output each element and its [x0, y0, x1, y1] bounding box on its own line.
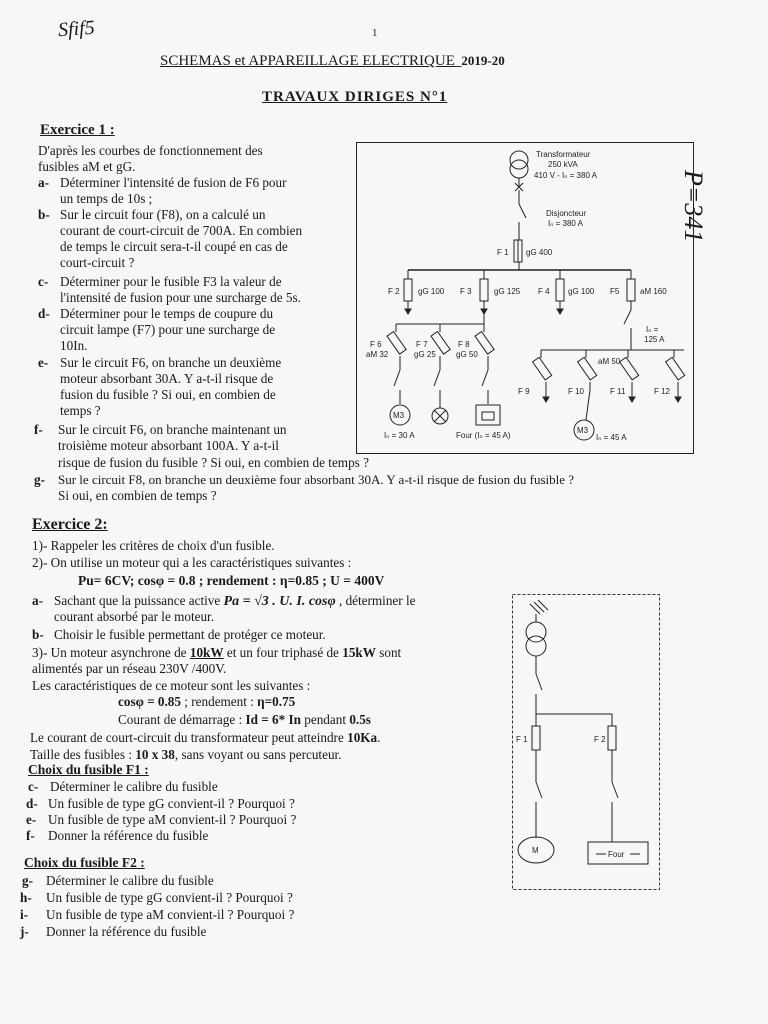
- ex1-d-1: circuit lampe (F7) pour une surcharge de: [60, 322, 276, 337]
- ex1-e-1: moteur absorbant 30A. Y a-t-il risque de: [60, 371, 274, 386]
- ex2-q3-line2: alimentés par un réseau 230V /400V.: [32, 661, 227, 676]
- transformer-label-2: 410 V - Iₙ = 380 A: [534, 171, 598, 180]
- ex2-demar-2: pendant: [300, 712, 350, 727]
- ex2-q2: 2)- On utilise un moteur qui a les caractéristiques suivantes :: [32, 555, 352, 570]
- f8-rating: gG 50: [456, 350, 478, 359]
- f4-rating: gG 100: [568, 287, 595, 296]
- ex2-cc-1: Le courant de court-circuit du transformateur peut atteindre: [30, 730, 348, 745]
- fuse2-f2: [608, 726, 616, 750]
- ex1-c-letter: c-: [38, 274, 49, 289]
- f1-rating: gG 400: [526, 248, 553, 257]
- ex1-f-letter: f-: [34, 422, 43, 437]
- f2-j-letter: j-: [20, 924, 29, 939]
- fuse-f2: [404, 279, 412, 301]
- diag2-f2: F 2: [594, 735, 606, 744]
- f2-choice-heading: Choix du fusible F2 :: [24, 855, 145, 870]
- f2-i-letter: i-: [20, 907, 29, 922]
- four-label: Four (Iₙ = 45 A): [456, 431, 511, 440]
- m3b-label: M3: [577, 426, 589, 435]
- f1-f-letter: f-: [26, 828, 35, 843]
- fuse-f10: [578, 357, 597, 380]
- f1-d-text: Un fusible de type gG convient-il ? Pourquoi ?: [48, 796, 295, 811]
- ex2-demar-t: 0.5s: [349, 712, 371, 727]
- ex1-a-letter: a-: [38, 175, 49, 190]
- f2-j-text: Donner la référence du fusible: [46, 924, 207, 939]
- ex2-taille-1: Taille des fusibles :: [30, 747, 136, 762]
- fuse-f3: [480, 279, 488, 301]
- f1-e-text: Un fusible de type aM convient-il ? Pourquoi ?: [48, 812, 297, 827]
- m3-label: M3: [393, 411, 405, 420]
- fuse-f5: [627, 279, 635, 301]
- ex2-rend: η=0.75: [257, 694, 296, 709]
- ex1-heading: Exercice 1 :: [40, 122, 115, 138]
- ex1-b-0: Sur le circuit four (F8), on a calculé un: [60, 207, 266, 222]
- ex2-taille-line: [30, 748, 342, 762]
- ex2-a-text1: Sachant que la puissance active: [54, 593, 221, 608]
- ex1-g-0: Sur le circuit F8, on branche un deuxième four absorbant 30A. Y a-t-il risque de fusion du fusible ?: [58, 472, 575, 487]
- f1-label: F 1: [497, 248, 509, 257]
- f7-label: F 7: [416, 340, 428, 349]
- f7-rating: gG 25: [414, 350, 436, 359]
- right-rating: aM 50: [598, 357, 621, 366]
- f10-label: F 10: [568, 387, 585, 396]
- power-distribution-diagram: [356, 142, 694, 454]
- ex2-b-text: Choisir le fusible permettant de protéger ce moteur.: [54, 627, 326, 642]
- ex1-e-0: Sur le circuit F6, on branche un deuxième: [60, 355, 282, 370]
- f3-label: F 3: [460, 287, 472, 296]
- ex2-demar-label: Courant de démarrage :: [118, 712, 246, 727]
- f5-switch-0: Iₙ =: [646, 325, 659, 334]
- f5-label: F5: [610, 287, 620, 296]
- ex1-b-letter: b-: [38, 207, 50, 222]
- ex2-a-text2: , déterminer le: [338, 593, 416, 608]
- f1-f-text: Donner la référence du fusible: [48, 828, 209, 843]
- f6-label: F 6: [370, 340, 382, 349]
- f5-rating: aM 160: [640, 287, 667, 296]
- f9-label: F 9: [518, 387, 530, 396]
- f1-choice-heading: Choix du fusible F1 :: [28, 762, 149, 777]
- ex1-f-1: troisième moteur absorbant 100A. Y a-t-il: [58, 438, 279, 453]
- transformer-label-1: 250 kVA: [548, 160, 578, 169]
- ex2-a-text3: courant absorbé par le moteur.: [54, 609, 215, 624]
- f1-c-letter: c-: [28, 779, 39, 794]
- ex1-c-1: l'intensité de fusion pour une surcharge de 5s.: [60, 290, 301, 305]
- ex2-q3-3: sont: [379, 645, 402, 660]
- f2-rating: gG 100: [418, 287, 445, 296]
- ex2-q3-1: 3)- Un moteur asynchrone de: [32, 645, 187, 660]
- ex2-taille-v: 10 x 38: [135, 747, 175, 762]
- fuse2-f1: [532, 726, 540, 750]
- fuse-f12: [666, 357, 685, 380]
- f6-rating: aM 32: [366, 350, 389, 359]
- ex1-g-1: Si oui, en combien de temps ?: [58, 488, 217, 503]
- ex1-d-letter: d-: [38, 306, 50, 321]
- f1-c-text: Déterminer le calibre du fusible: [50, 779, 218, 794]
- ex2-demar: Id = 6* In: [245, 712, 301, 727]
- margin-note: P=341: [679, 170, 708, 243]
- ex2-cos-line: [118, 695, 295, 709]
- ex1-a-1: un temps de 10s ;: [60, 191, 153, 206]
- doc-title: [160, 54, 505, 68]
- ex2-cc-v: 10Ka: [347, 730, 378, 745]
- breaker-label-1: Iₙ = 380 A: [548, 219, 583, 228]
- f1-d-letter: d-: [26, 796, 38, 811]
- f2-h-text: Un fusible de type gG convient-il ? Pourquoi ?: [46, 890, 293, 905]
- ex2-heading: Exercice 2:: [32, 516, 108, 533]
- ex2-cos: cosφ = 0.85: [118, 694, 181, 709]
- f2-i-text: Un fusible de type aM convient-il ? Pourquoi ?: [46, 907, 295, 922]
- m3b-current: Iₙ = 45 A: [596, 433, 627, 442]
- fuse-f9: [533, 357, 552, 380]
- f1-e-letter: e-: [26, 812, 37, 827]
- ex2-a-line: [54, 594, 416, 609]
- ex2-b-letter: b-: [32, 627, 44, 642]
- fuse-f8: [475, 332, 494, 355]
- ex1-d-0: Déterminer pour le temps de coupure du: [60, 306, 274, 321]
- f8-label: F 8: [458, 340, 470, 349]
- ex2-cc-2: .: [377, 730, 381, 745]
- diag2-f1: F 1: [516, 735, 528, 744]
- ex1-e-letter: e-: [38, 355, 49, 370]
- diag2-four: Four: [608, 850, 625, 859]
- diag2-motor: M: [532, 846, 539, 855]
- page-number: 1: [372, 27, 378, 39]
- doc-title-text: SCHEMAS et APPAREILLAGE ELECTRIQUE: [160, 53, 455, 69]
- ex1-e-3: temps ?: [60, 403, 101, 418]
- f12-label: F 12: [654, 387, 671, 396]
- ex1-b-2: de temps le circuit sera-t-il coupé en cas de: [60, 239, 288, 254]
- ex1-e-2: fusion du fusible ? Si oui, en combien de: [60, 387, 276, 402]
- ex1-f-2: risque de fusion du fusible ? Si oui, en combien de temps ?: [58, 455, 369, 470]
- f2-g-letter: g-: [22, 873, 33, 888]
- fuse-f11: [620, 357, 639, 380]
- ex2-chars: Les caractéristiques de ce moteur sont les suivantes :: [32, 678, 311, 693]
- ex2-q1: 1)- Rappeler les critères de choix d'un fusible.: [32, 538, 275, 553]
- ex2-demar-line: [118, 713, 371, 727]
- ex1-d-2: 10In.: [60, 338, 88, 353]
- ex2-rend-label: ; rendement :: [181, 694, 258, 709]
- ex1-b-1: courant de court-circuit de 700A. En combien: [60, 223, 303, 238]
- ex1-f-0: Sur le circuit F6, on branche maintenant un: [58, 422, 287, 437]
- ex2-a-formula: Pa = √3 . U. I. cosφ: [223, 594, 336, 609]
- f3-rating: gG 125: [494, 287, 521, 296]
- ex2-a-letter: a-: [32, 593, 43, 608]
- f2-h-letter: h-: [20, 890, 32, 905]
- ex1-g-letter: g-: [34, 472, 45, 487]
- fuse-f6: [387, 332, 406, 355]
- transformer-label-0: Transformateur: [536, 150, 591, 159]
- four-icon: [476, 405, 500, 425]
- ex1-intro-1: fusibles aM et gG.: [38, 159, 136, 174]
- ex1-b-3: court-circuit ?: [60, 255, 135, 270]
- doc-year: _2019-20: [454, 53, 505, 68]
- ex2-cc-line: [30, 731, 380, 745]
- f2-g-text: Déterminer le calibre du fusible: [46, 873, 214, 888]
- ex2-taille-2: , sans voyant ou sans percuteur.: [174, 747, 342, 762]
- f5-switch-1: 125 A: [644, 335, 665, 344]
- ex2-q3-p2: 15kW: [342, 645, 376, 660]
- breaker-label-0: Disjoncteur: [546, 209, 587, 218]
- ex2-q3-2: et un four triphasé de: [226, 645, 339, 660]
- ex1-a-0: Déterminer l'intensité de fusion de F6 pour: [60, 175, 287, 190]
- ex1-c-0: Déterminer pour le fusible F3 la valeur de: [60, 274, 282, 289]
- f11-label: F 11: [610, 387, 626, 396]
- m3-current: Iₙ = 30 A: [384, 431, 415, 440]
- ex2-q3: [32, 646, 401, 660]
- f4-label: F 4: [538, 287, 550, 296]
- ex2-q3-p1: 10kW: [189, 645, 224, 660]
- signature: Sfif5: [57, 16, 96, 42]
- doc-subtitle: TRAVAUX DIRIGES N°1: [262, 89, 448, 105]
- motor-four-diagram: [512, 594, 660, 890]
- ex1-intro-0: D'après les courbes de fonctionnement des: [38, 143, 263, 158]
- ex2-specs: Pu= 6CV; cosφ = 0.8 ; rendement : η=0.85 ; U = 400V: [78, 573, 385, 588]
- f2-label: F 2: [388, 287, 400, 296]
- breaker-icon: [519, 204, 526, 218]
- fuse-f4: [556, 279, 564, 301]
